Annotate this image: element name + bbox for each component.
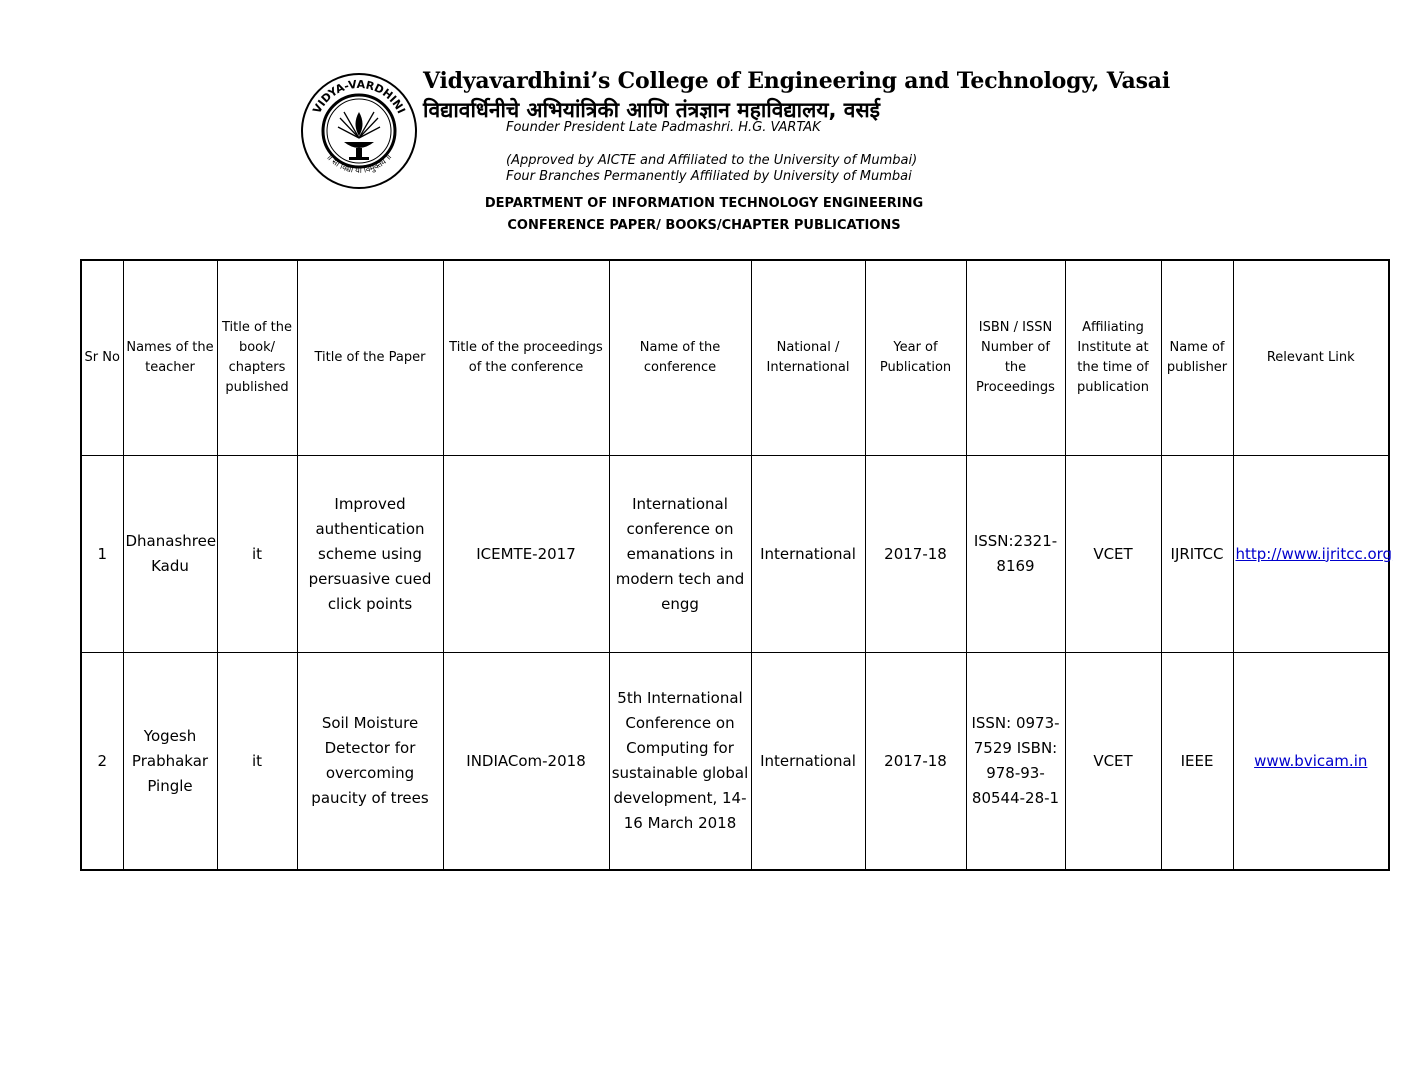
institute-cell: VCET: [1065, 456, 1161, 653]
department-heading: [0, 193, 1408, 237]
isbn-cell: ISSN: 0973-7529 ISBN: 978-93-80544-28-1: [966, 653, 1065, 871]
year-cell: 2017-18: [865, 653, 966, 871]
svg-text:VIDYA-VARDHINI: [310, 78, 407, 116]
column-header: Relevant Link: [1233, 260, 1389, 456]
approval-lines: [506, 153, 917, 185]
link-cell: [1233, 653, 1389, 871]
publisher-cell: IEEE: [1161, 653, 1233, 871]
publications-table: [80, 259, 1393, 871]
sr-no-cell: 1: [81, 456, 123, 653]
conference-cell: 5th International Conference on Computing for sustainable global development, 14-16 March 2018: [609, 653, 751, 871]
column-header: Title of the proceedings of the conference: [443, 260, 609, 456]
year-cell: 2017-18: [865, 456, 966, 653]
scope-cell: International: [751, 456, 865, 653]
column-header: Name of publisher: [1161, 260, 1233, 456]
table-header-row: [81, 260, 1389, 456]
column-header: Affiliating Institute at the time of publication: [1065, 260, 1161, 456]
column-header: Name of the conference: [609, 260, 751, 456]
affiliation-line: Four Branches Permanently Affiliated by University of Mumbai: [506, 169, 912, 184]
table-row: [81, 653, 1389, 871]
proceedings-cell: INDIACom-2018: [443, 653, 609, 871]
college-seal-icon: [300, 72, 418, 190]
link-cell: [1233, 456, 1393, 653]
book-title-cell: it: [217, 653, 297, 871]
college-name-english: Vidyavardhini’s College of Engineering and Technology, Vasai: [423, 68, 1171, 94]
teacher-cell: Yogesh Prabhakar Pingle: [123, 653, 217, 871]
relevant-link[interactable]: http://www.ijritcc.org: [1235, 544, 1393, 563]
paper-title-cell: Soil Moisture Detector for overcoming paucity of trees: [297, 653, 443, 871]
relevant-link[interactable]: www.bvicam.in: [1254, 751, 1368, 770]
column-header: National / International: [751, 260, 865, 456]
department-name: DEPARTMENT OF INFORMATION TECHNOLOGY ENGINEERING: [484, 196, 924, 211]
column-header: Title of the Paper: [297, 260, 443, 456]
approval-line: (Approved by AICTE and Affiliated to the University of Mumbai): [506, 153, 918, 168]
column-header: Year of Publication: [865, 260, 966, 456]
letterhead: [0, 0, 1408, 250]
column-header: Sr No: [81, 260, 123, 456]
table-row: [81, 456, 1389, 653]
teacher-cell: Dhanashree Kadu: [123, 456, 217, 653]
proceedings-cell: ICEMTE-2017: [443, 456, 609, 653]
publisher-cell: IJRITCC: [1161, 456, 1233, 653]
seal-bottom-text: ॥ सा विद्या या विमुक्तये ॥: [324, 152, 394, 175]
sr-no-cell: 2: [81, 653, 123, 871]
isbn-cell: ISSN:2321-8169: [966, 456, 1065, 653]
college-name-marathi: विद्यावर्धिनीचे अभियांत्रिकी आणि तंत्रज्ञान महाविद्यालय, वसई: [423, 98, 880, 122]
column-header: Title of the book/ chapters published: [217, 260, 297, 456]
founder-line: Founder President Late Padmashri. H.G. VARTAK: [506, 120, 821, 135]
book-title-cell: it: [217, 456, 297, 653]
scope-cell: International: [751, 653, 865, 871]
document-title: CONFERENCE PAPER/ BOOKS/CHAPTER PUBLICATIONS: [507, 218, 901, 233]
column-header: Names of the teacher: [123, 260, 217, 456]
seal-top-text: VIDYA-VARDHINI: [310, 77, 408, 116]
column-header: ISBN / ISSN Number of the Proceedings: [966, 260, 1065, 456]
institute-cell: VCET: [1065, 653, 1161, 871]
paper-title-cell: Improved authentication scheme using persuasive cued click points: [297, 456, 443, 653]
conference-cell: International conference on emanations in modern tech and engg: [609, 456, 751, 653]
